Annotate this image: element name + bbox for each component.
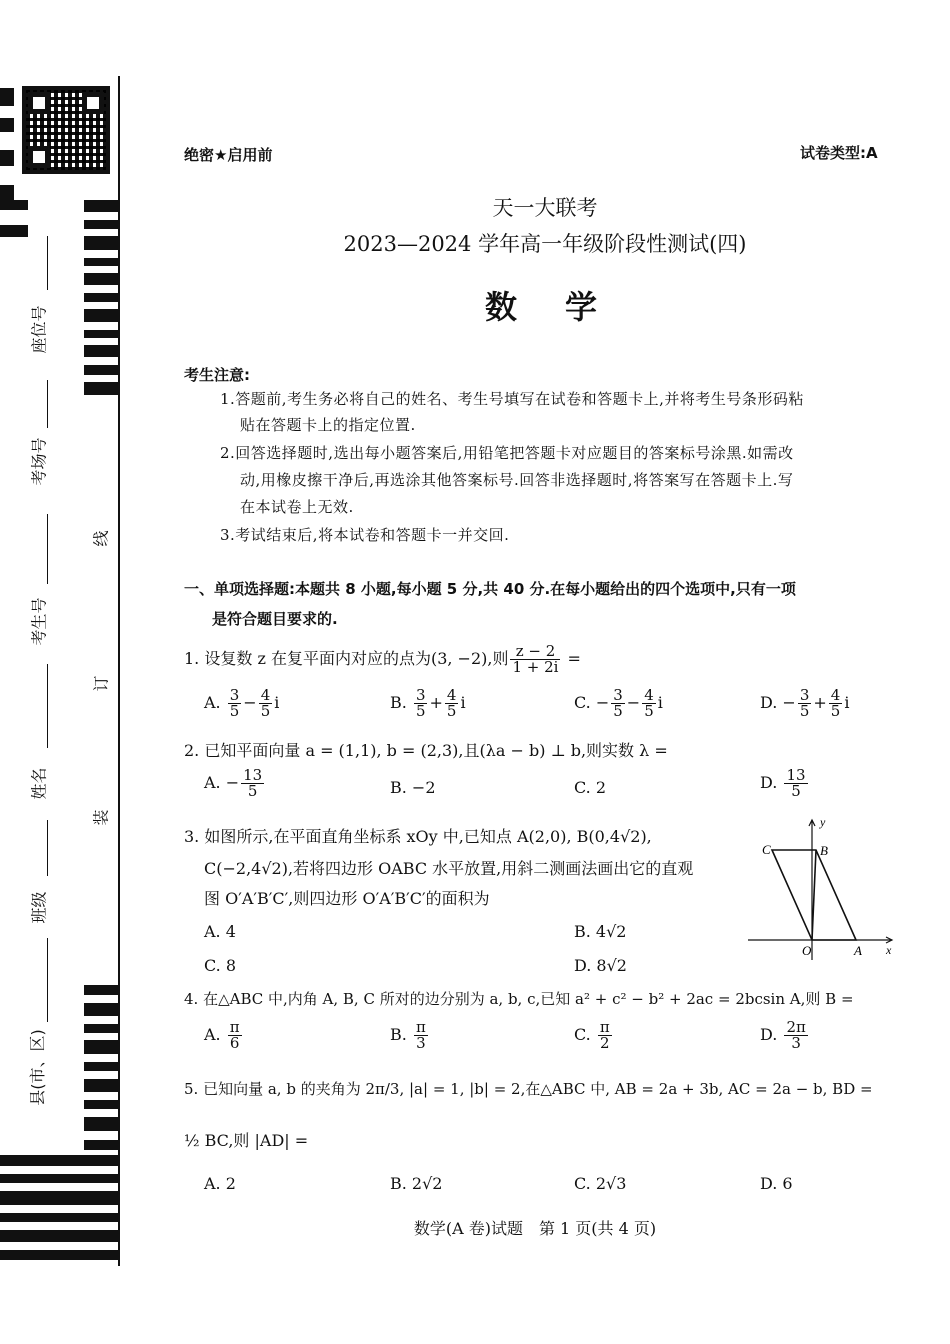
question-1-fraction: $\frac{z - 2}{1 + 2i}$ bbox=[512, 642, 559, 676]
q4-option-b[interactable]: B. $\frac{\pi}{3}$ bbox=[390, 1018, 426, 1052]
label-a: A bbox=[854, 943, 862, 958]
candidate-number-line bbox=[47, 514, 48, 584]
question-3-line-1: 3. 如图所示,在平面直角坐标系 xOy 中,已知点 A(2,0), B(0,4√2), bbox=[184, 827, 652, 846]
notice-heading: 考生注意: bbox=[184, 366, 250, 384]
confidential-label: 绝密★启用前 bbox=[184, 146, 273, 164]
q2-option-a[interactable]: A. − $\frac{13}{5}$ bbox=[204, 766, 263, 800]
class-line bbox=[47, 820, 48, 876]
name-line bbox=[47, 664, 48, 748]
q3-option-a[interactable]: A. 4 bbox=[204, 922, 236, 941]
notice-line: 3.考试结束后,将本试卷和答题卡一并交回. bbox=[220, 526, 510, 544]
binding-label-line: 线 bbox=[91, 530, 111, 547]
seat-number-label: 座位号 bbox=[29, 305, 49, 354]
q2-option-b[interactable]: B. −2 bbox=[390, 778, 436, 797]
question-3-line-2: C(−2,4√2),若将四边形 OABC 水平放置,用斜二测画法画出它的直观 bbox=[204, 859, 694, 878]
class-label: 班级 bbox=[29, 891, 49, 924]
question-1-tail: = bbox=[562, 649, 581, 668]
question-2: 2. 已知平面向量 a = (1,1), b = (2,3),且(λa − b) ⊥ b,则实数 λ = bbox=[184, 741, 668, 760]
q3-option-b[interactable]: B. 4√2 bbox=[574, 922, 627, 941]
candidate-number-label: 考生号 bbox=[29, 597, 49, 646]
question-1-text: 1. 设复数 z 在复平面内对应的点为(3, −2),则 bbox=[184, 649, 509, 668]
q5-option-d[interactable]: D. 6 bbox=[760, 1174, 793, 1193]
notice-line: 动,用橡皮擦干净后,再选涂其他答案标号.回答非选择题时,将答案写在答题卡上.写 bbox=[240, 471, 794, 489]
name-label: 姓名 bbox=[29, 767, 49, 800]
question-4: 4. 在△ABC 中,内角 A, B, C 所对的边分别为 a, b, c,已知 a² + c² − b² + 2ac = 2bcsin A,则 B = bbox=[184, 990, 854, 1008]
q1-option-c[interactable]: C. − $\frac{3}{5}$ − $\frac{4}{5}$ i bbox=[574, 686, 663, 720]
question-3-line-3: 图 O′A′B′C′,则四边形 O′A′B′C′的面积为 bbox=[204, 889, 490, 908]
notice-line: 2.回答选择题时,选出每小题答案后,用铅笔把答题卡对应题目的答案标号涂黑.如需改 bbox=[220, 444, 794, 462]
q2-option-c[interactable]: C. 2 bbox=[574, 778, 607, 797]
county-label: 县(市、区) bbox=[27, 1029, 47, 1106]
notice-line: 1.答题前,考生务必将自己的姓名、考生号填写在试卷和答题卡上,并将考生号条形码粘 bbox=[220, 390, 804, 408]
paper-type-label: 试卷类型:A bbox=[800, 144, 878, 162]
label-o: O bbox=[802, 943, 812, 958]
q1-option-a[interactable]: A. $\frac{3}{5}$ − $\frac{4}{5}$ i bbox=[204, 686, 280, 720]
page-footer: 数学(A 卷)试题 第 1 页(共 4 页) bbox=[413, 1219, 657, 1238]
notice-line: 在本试卷上无效. bbox=[240, 498, 354, 516]
qr-code bbox=[22, 86, 110, 174]
q1-option-d[interactable]: D. − $\frac{3}{5}$ + $\frac{4}{5}$ i bbox=[760, 686, 850, 720]
question-5-line-2: ½ BC,则 |AD| = bbox=[184, 1131, 309, 1150]
exam-title: 2023—2024 学年高一年级阶段性测试(四) bbox=[343, 232, 747, 256]
q3-option-d[interactable]: D. 8√2 bbox=[574, 956, 627, 975]
q4-option-c[interactable]: C. $\frac{\pi}{2}$ bbox=[574, 1018, 610, 1052]
q5-option-c[interactable]: C. 2√3 bbox=[574, 1174, 627, 1193]
exam-organizer: 天一大联考 bbox=[492, 196, 598, 220]
room-number-line bbox=[47, 380, 48, 428]
q5-option-a[interactable]: A. 2 bbox=[204, 1174, 236, 1193]
question-5-line-1: 5. 已知向量 a, b 的夹角为 2π/3, |a| = 1, |b| = 2,在△ABC 中, AB = 2a + 3b, AC = 2a − b, BD = bbox=[184, 1080, 873, 1098]
section-heading-cont: 是符合题目要求的. bbox=[212, 610, 338, 628]
q4-option-a[interactable]: A. $\frac{\pi}{6}$ bbox=[204, 1018, 240, 1052]
q5-option-b[interactable]: B. 2√2 bbox=[390, 1174, 443, 1193]
q2-option-d[interactable]: D. $\frac{13}{5}$ bbox=[760, 766, 806, 800]
q4-option-d[interactable]: D. $\frac{2\pi}{3}$ bbox=[760, 1018, 806, 1052]
subject-title: 数 学 bbox=[484, 288, 605, 326]
notice-line: 贴在答题卡上的指定位置. bbox=[240, 416, 416, 434]
label-x: x bbox=[886, 943, 892, 957]
label-y: y bbox=[820, 815, 826, 829]
q3-figure bbox=[744, 812, 900, 962]
q1-option-b[interactable]: B. $\frac{3}{5}$ + $\frac{4}{5}$ i bbox=[390, 686, 466, 720]
section-heading: 一、单项选择题:本题共 8 小题,每小题 5 分,共 40 分.在每小题给出的四个选项中,只有一项 bbox=[184, 580, 796, 598]
label-c: C bbox=[762, 842, 771, 857]
county-line bbox=[47, 938, 48, 1022]
label-b: B bbox=[820, 843, 828, 858]
q3-option-c[interactable]: C. 8 bbox=[204, 956, 237, 975]
question-1 bbox=[184, 644, 581, 675]
binding-label-bind: 装 bbox=[91, 809, 111, 826]
binding-label-staple: 订 bbox=[91, 675, 111, 692]
room-number-label: 考场号 bbox=[29, 437, 49, 486]
